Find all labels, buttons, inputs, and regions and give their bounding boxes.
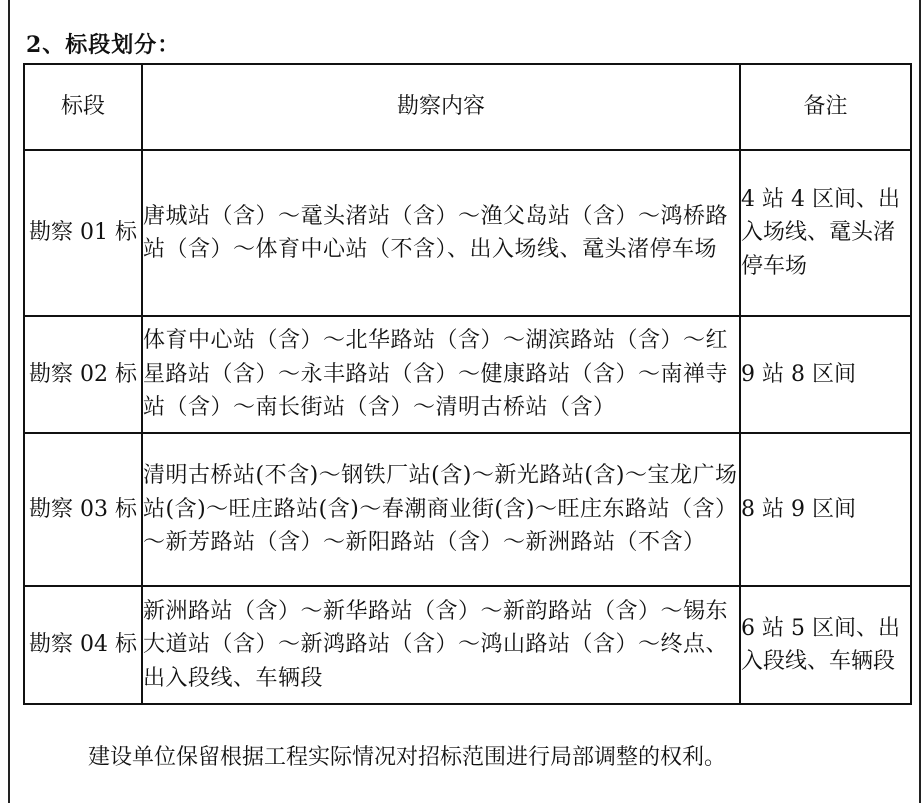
note-cell: 8 站 9 区间 bbox=[740, 433, 911, 586]
content-cell: 唐城站（含）～鼋头渚站（含）～渔父岛站（含）～鸿桥路站（含）～体育中心站（不含）、出入场线、鼋头渚停车场 bbox=[142, 150, 740, 316]
footer-note: 建设单位保留根据工程实际情况对招标范围进行局部调整的权利。 bbox=[88, 745, 727, 770]
content-cell: 体育中心站（含）～北华路站（含）～湖滨路站（含）～红星路站（含）～永丰路站（含）～健康路站（含）～南禅寺站（含）～南长街站（含）～清明古桥站（含） bbox=[142, 316, 740, 433]
content-cell: 新洲路站（含）～新华路站（含）～新韵路站（含）～锡东大道站（含）～新鸿路站（含）～鸿山路站（含）～终点、出入段线、车辆段 bbox=[142, 586, 740, 704]
section-heading: 2、标段划分： bbox=[26, 32, 181, 58]
segment-cell: 勘察 03 标 bbox=[24, 433, 142, 586]
table-row bbox=[24, 316, 911, 433]
segment-cell: 勘察 02 标 bbox=[24, 316, 142, 433]
bid-section-table bbox=[23, 63, 912, 705]
table-row bbox=[24, 150, 911, 316]
table-row bbox=[24, 433, 911, 586]
note-cell: 4 站 4 区间、出入场线、鼋头渚停车场 bbox=[740, 150, 911, 316]
segment-cell: 勘察 04 标 bbox=[24, 586, 142, 704]
page-border-right bbox=[919, 0, 921, 803]
segment-cell: 勘察 01 标 bbox=[24, 150, 142, 316]
note-cell: 6 站 5 区间、出入段线、车辆段 bbox=[740, 586, 911, 704]
header-segment: 标段 bbox=[24, 64, 142, 150]
header-content: 勘察内容 bbox=[142, 64, 740, 150]
table-header-row bbox=[24, 64, 911, 150]
content-cell: 清明古桥站(不含)～钢铁厂站(含)～新光路站(含)～宝龙广场站(含)～旺庄路站(含)～春潮商业街(含)～旺庄东路站（含）～新芳路站（含）～新阳路站（含）～新洲路站（不含） bbox=[142, 433, 740, 586]
table-row bbox=[24, 586, 911, 704]
header-note: 备注 bbox=[740, 64, 911, 150]
page-border-left bbox=[8, 0, 10, 803]
note-cell: 9 站 8 区间 bbox=[740, 316, 911, 433]
